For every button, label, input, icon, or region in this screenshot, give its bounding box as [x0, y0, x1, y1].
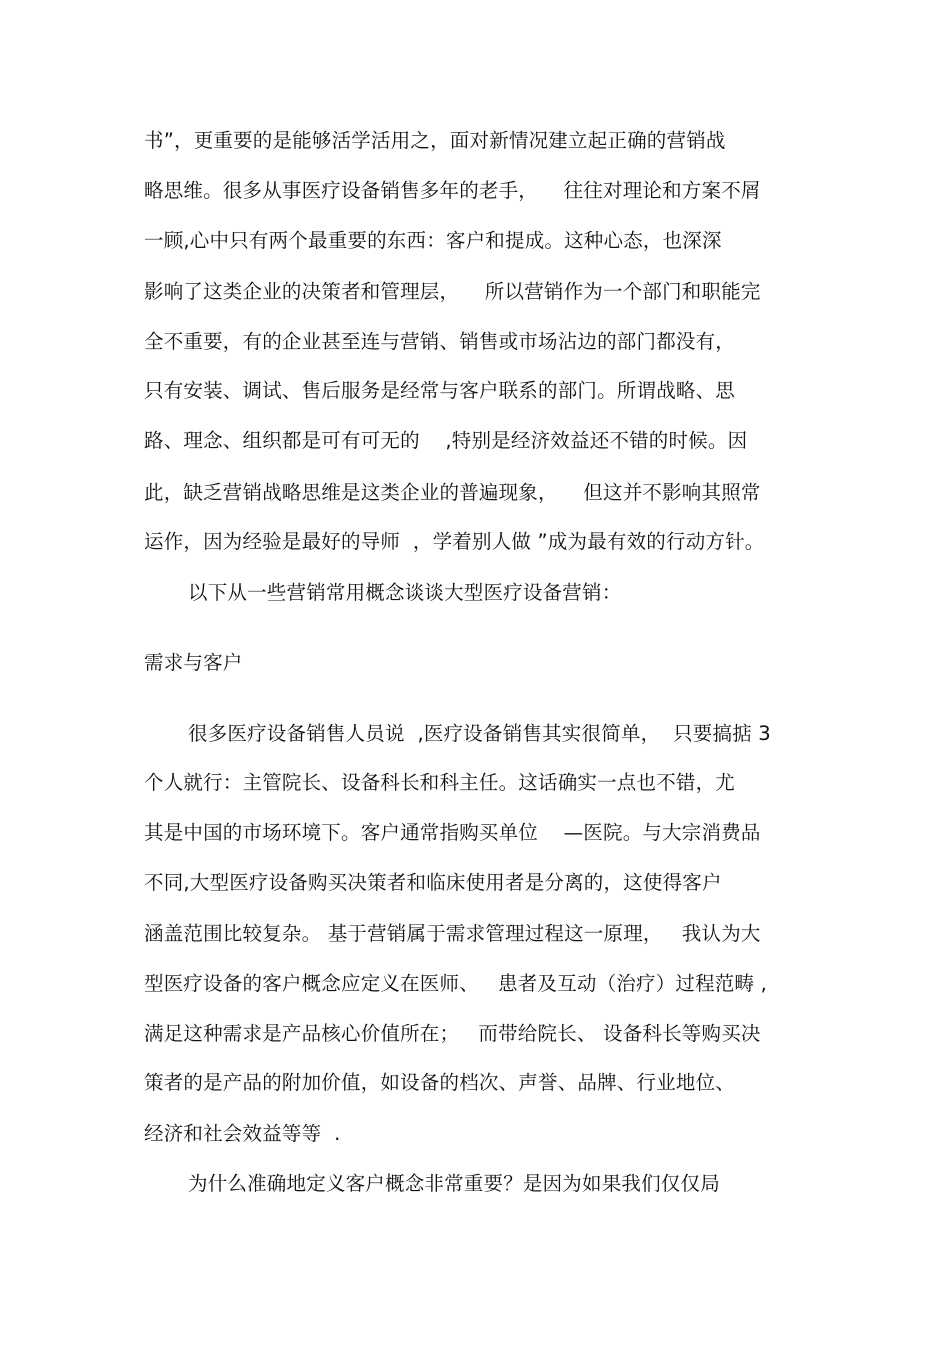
text-line: 只有安装、调试、售后服务是经常与客户联系的部门。所谓战略、思	[144, 379, 736, 402]
section-heading: 需求与客户	[144, 651, 243, 674]
text-line: 个人就行：主管院长、设备科长和科主任。这话确实一点也不错，尤	[144, 771, 736, 794]
text-line: 满足这种需求是产品核心价值所在； 而带给院长、 设备科长等购买决	[144, 1022, 761, 1045]
text-line: 经济和社会效益等等 .	[144, 1122, 341, 1145]
text-line: 很多医疗设备销售人员说 ,医疗设备销售其实很简单， 只要搞掂 3	[188, 722, 771, 745]
text-line: 其是中国的市场环境下。客户通常指购买单位 —医院。与大宗消费品	[144, 821, 761, 844]
text-line: 策者的是产品的附加价值，如设备的档次、声誉、品牌、行业地位、	[144, 1071, 736, 1094]
text-line: 全不重要，有的企业甚至连与营销、销售或市场沾边的部门都没有，	[144, 330, 736, 353]
text-line: 不同,大型医疗设备购买决策者和临床使用者是分离的，这使得客户	[144, 871, 722, 894]
text-line: 以下从一些营销常用概念谈谈大型医疗设备营销：	[188, 581, 622, 604]
text-line: 略思维。很多从事医疗设备销售多年的老手， 往往对理论和方案不屑	[144, 179, 761, 202]
text-line: 此，缺乏营销战略思维是这类企业的普遍现象， 但这并不影响其照常	[144, 481, 761, 504]
text-line: 影响了这类企业的决策者和管理层， 所以营销作为一个部门和职能完	[144, 280, 761, 303]
text-line: 一顾,心中只有两个最重要的东西：客户和提成。这种心态，也深深	[144, 229, 722, 252]
text-line: 为什么准确地定义客户概念非常重要？是因为如果我们仅仅局	[188, 1172, 720, 1195]
text-line: 涵盖范围比较复杂。 基于营销属于需求管理过程这一原理， 我认为大	[144, 922, 761, 945]
text-line: 型医疗设备的客户概念应定义在医师、 患者及互动（治疗）过程范畴 ,	[144, 972, 767, 995]
text-line: 书”，更重要的是能够活学活用之，面对新情况建立起正确的营销战	[144, 129, 726, 152]
text-line: 运作，因为经验是最好的导师 ，学着别人做 ”成为最有效的行动方针。	[144, 530, 765, 553]
text-line: 路、理念、组织都是可有可无的 ,特别是经济效益还不错的时候。因	[144, 429, 748, 452]
